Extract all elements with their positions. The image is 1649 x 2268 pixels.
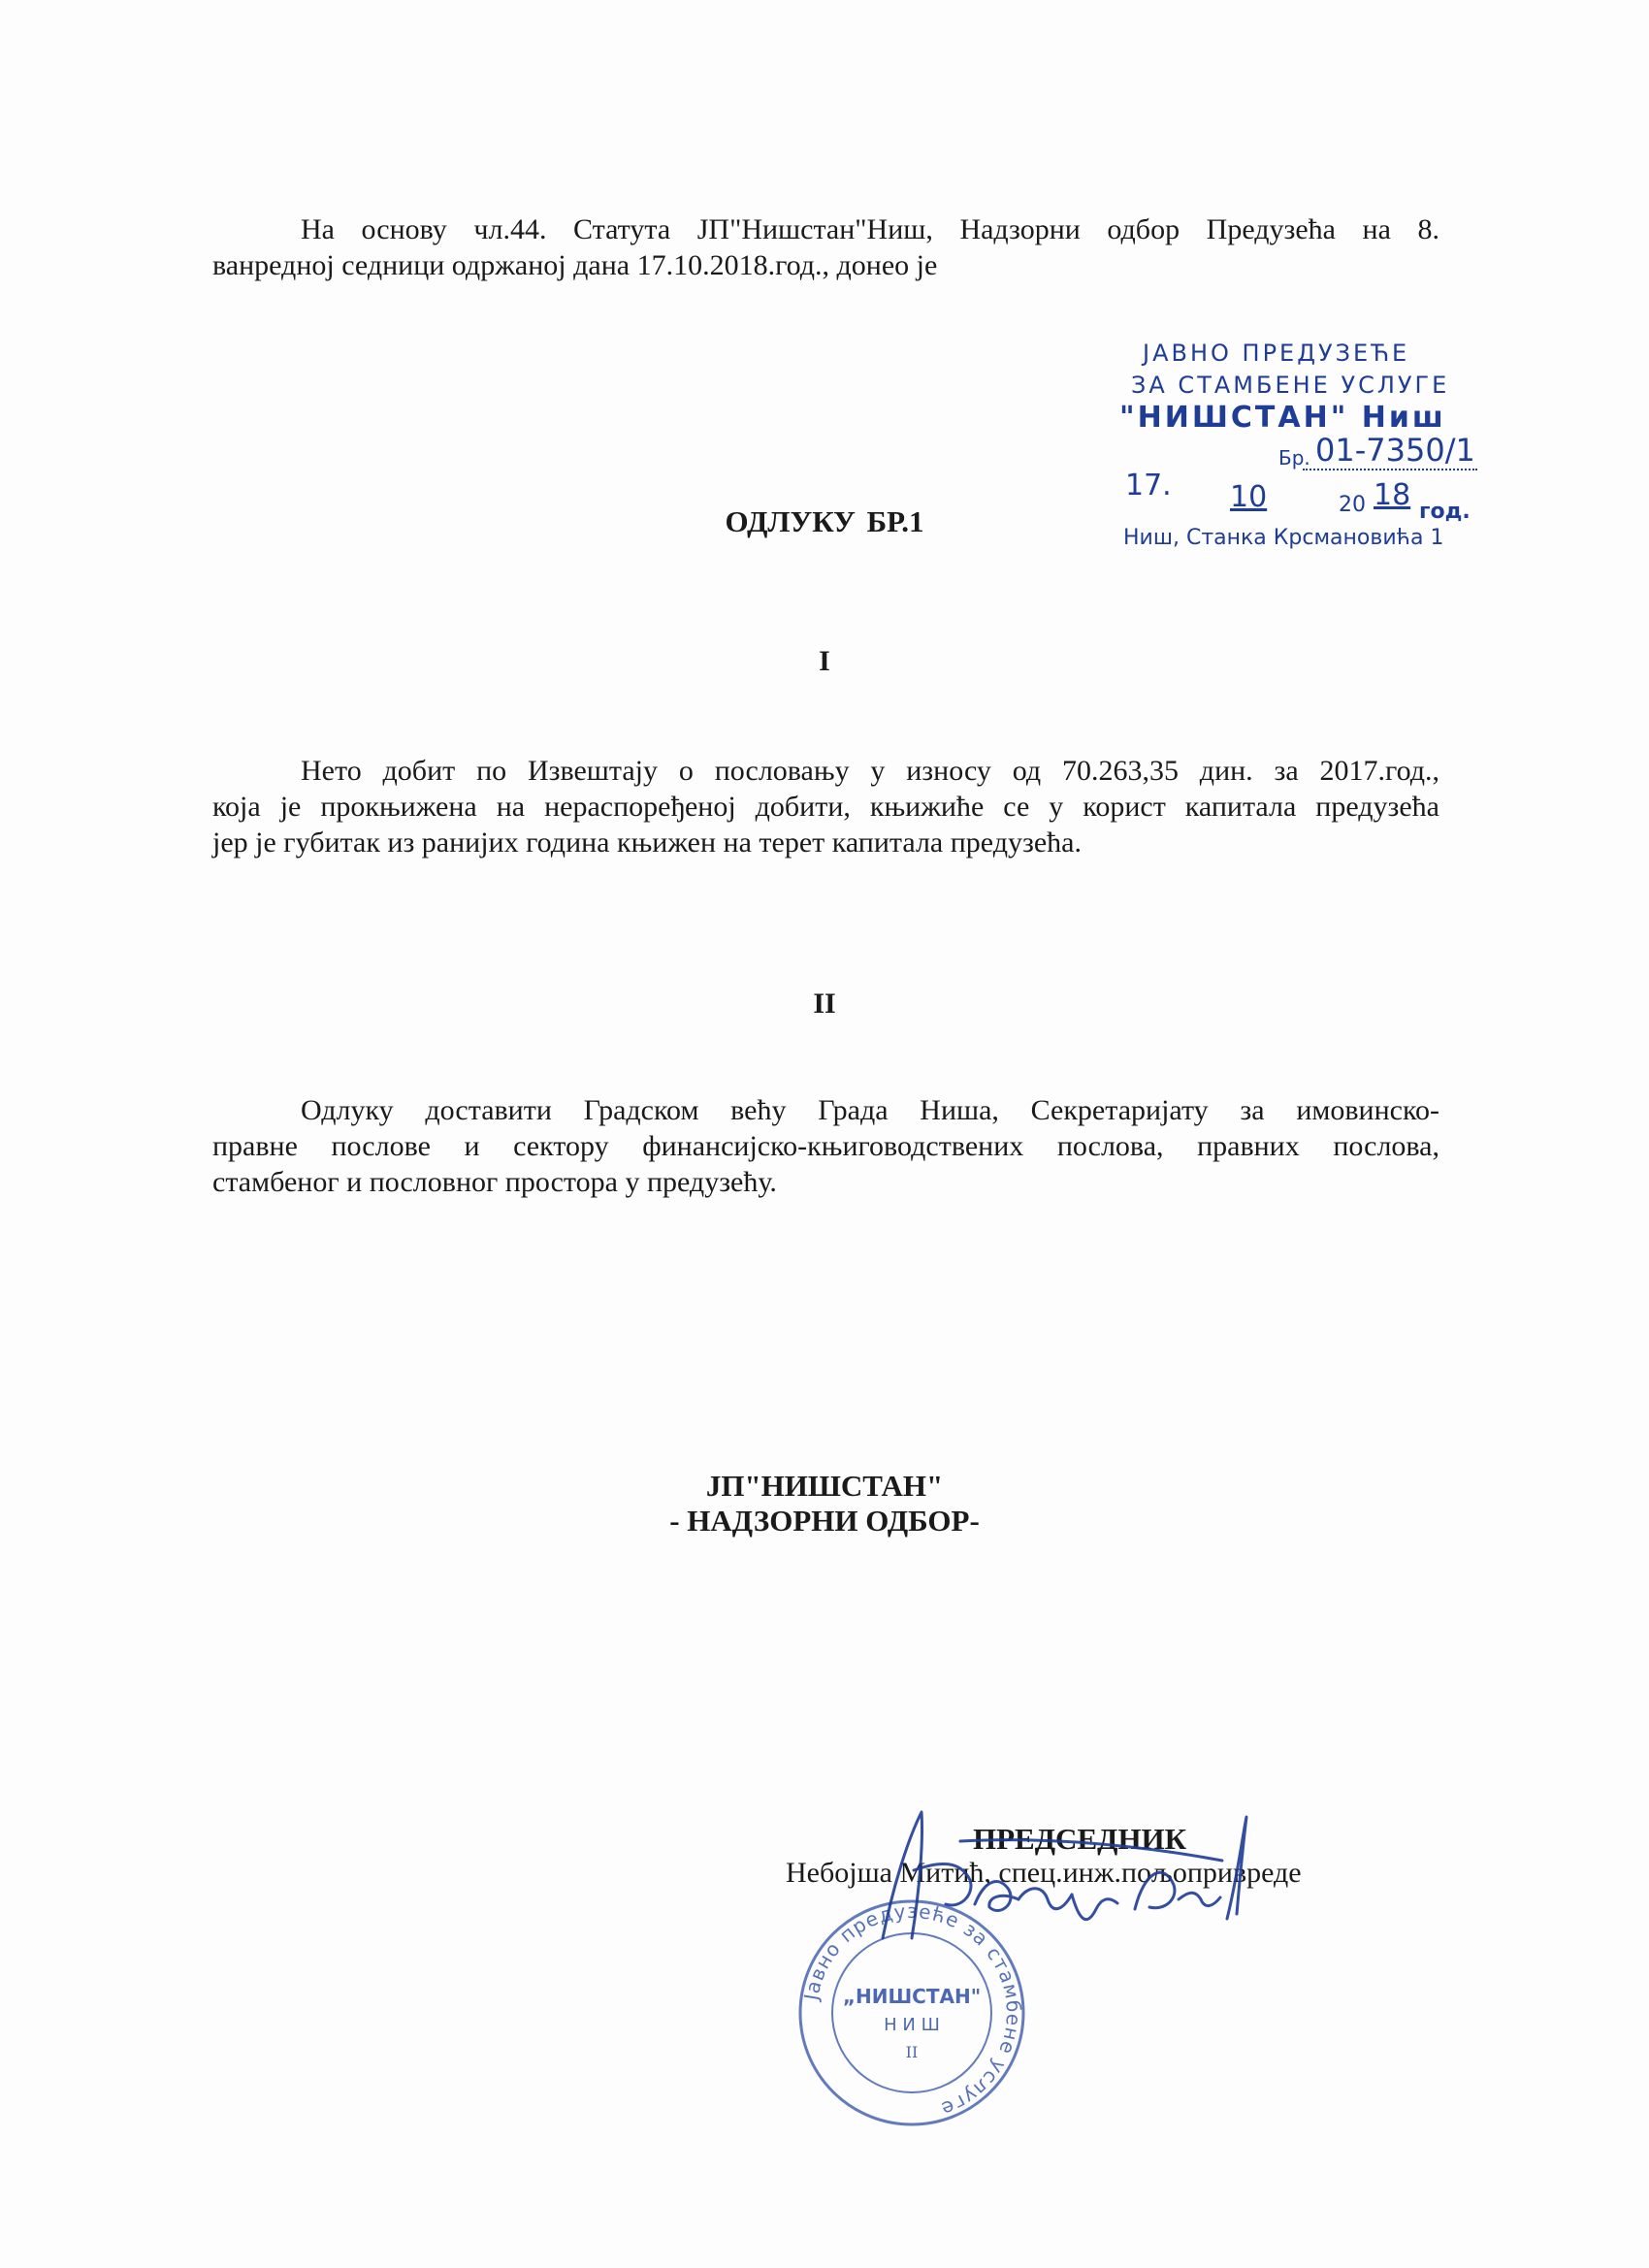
section-2-numeral: II [813, 988, 836, 1020]
organization-name: ЈП"НИШСТАН" [705, 1469, 944, 1503]
registry-stamp-number-rule [1303, 469, 1477, 470]
decision-title: ОДЛУКУ БР.1 [725, 504, 924, 538]
intro-line-2: ванредној седници одржаној дана 17.10.2018.год., донео је [212, 249, 938, 281]
section-1-line-1: Нето добит по Извештају о пословању у износу од 70.263,35 дин. за 2017.год., [301, 755, 1439, 787]
section-1-paragraph [212, 753, 1439, 860]
organization-body: - НАДЗОРНИ ОДБОР- [669, 1504, 980, 1538]
section-1-numeral: I [819, 645, 830, 677]
registry-stamp-number-label: Бр. [1278, 446, 1310, 470]
registry-stamp-date-suffix: год. [1419, 500, 1471, 524]
handwritten-signature [854, 1802, 1261, 1958]
intro-line-1: На основу чл.44. Статута ЈП"Нишстан"Ниш, Надзорни одбор Предузећа на 8. [301, 213, 1439, 245]
registry-stamp-line-1: ЈАВНО ПРЕДУЗЕЋЕ [1143, 340, 1410, 367]
intro-paragraph [212, 211, 1439, 283]
round-seal-center-1: „НИШСТАН" [842, 1985, 982, 2008]
registry-stamp-number: 01-7350/1 [1315, 432, 1475, 469]
signatory-name: Небојша Митић, спец.инж.пољопривреде [786, 1857, 1302, 1889]
round-seal-center-2: Н И Ш [884, 2015, 940, 2035]
registry-stamp-date-year-prefix: 20 [1339, 493, 1366, 517]
section-2-paragraph [212, 1092, 1439, 1200]
registry-stamp-line-3: "НИШСТАН" Ниш [1119, 401, 1446, 435]
registry-stamp-date-day: 17. [1125, 469, 1172, 502]
round-seal-outer-text: Јавно предузеће за стамбене услуге [798, 1898, 1026, 2122]
section-2-line-1: Одлуку доставити Градском већу Града Ниша, Секретаријату за имовинско- [301, 1094, 1439, 1126]
registry-stamp-address: Ниш, Станка Крсмановића 1 [1123, 526, 1444, 550]
section-1-line-3: јер је губитак из ранијих година књижен на терет капитала предузећа. [212, 826, 1082, 859]
registry-stamp-line-2: ЗА СТАМБЕНЕ УСЛУГЕ [1131, 372, 1450, 399]
signatory-title: ПРЕДСЕДНИК [973, 1822, 1187, 1856]
registry-stamp-date-year: 18 [1374, 478, 1411, 512]
section-2-line-2: правне послове и сектору финансијско-књиговодствених послова, правних послова, [212, 1130, 1439, 1162]
section-2-line-3: стамбеног и пословног простора у предузећу. [212, 1166, 777, 1198]
round-seal-center-3: II [905, 2043, 919, 2061]
registry-stamp-date-month: 10 [1230, 480, 1268, 514]
section-1-line-2: која је прокњижена на нераспоређеној добити, књижиће се у корист капитала предузећа [212, 791, 1439, 823]
